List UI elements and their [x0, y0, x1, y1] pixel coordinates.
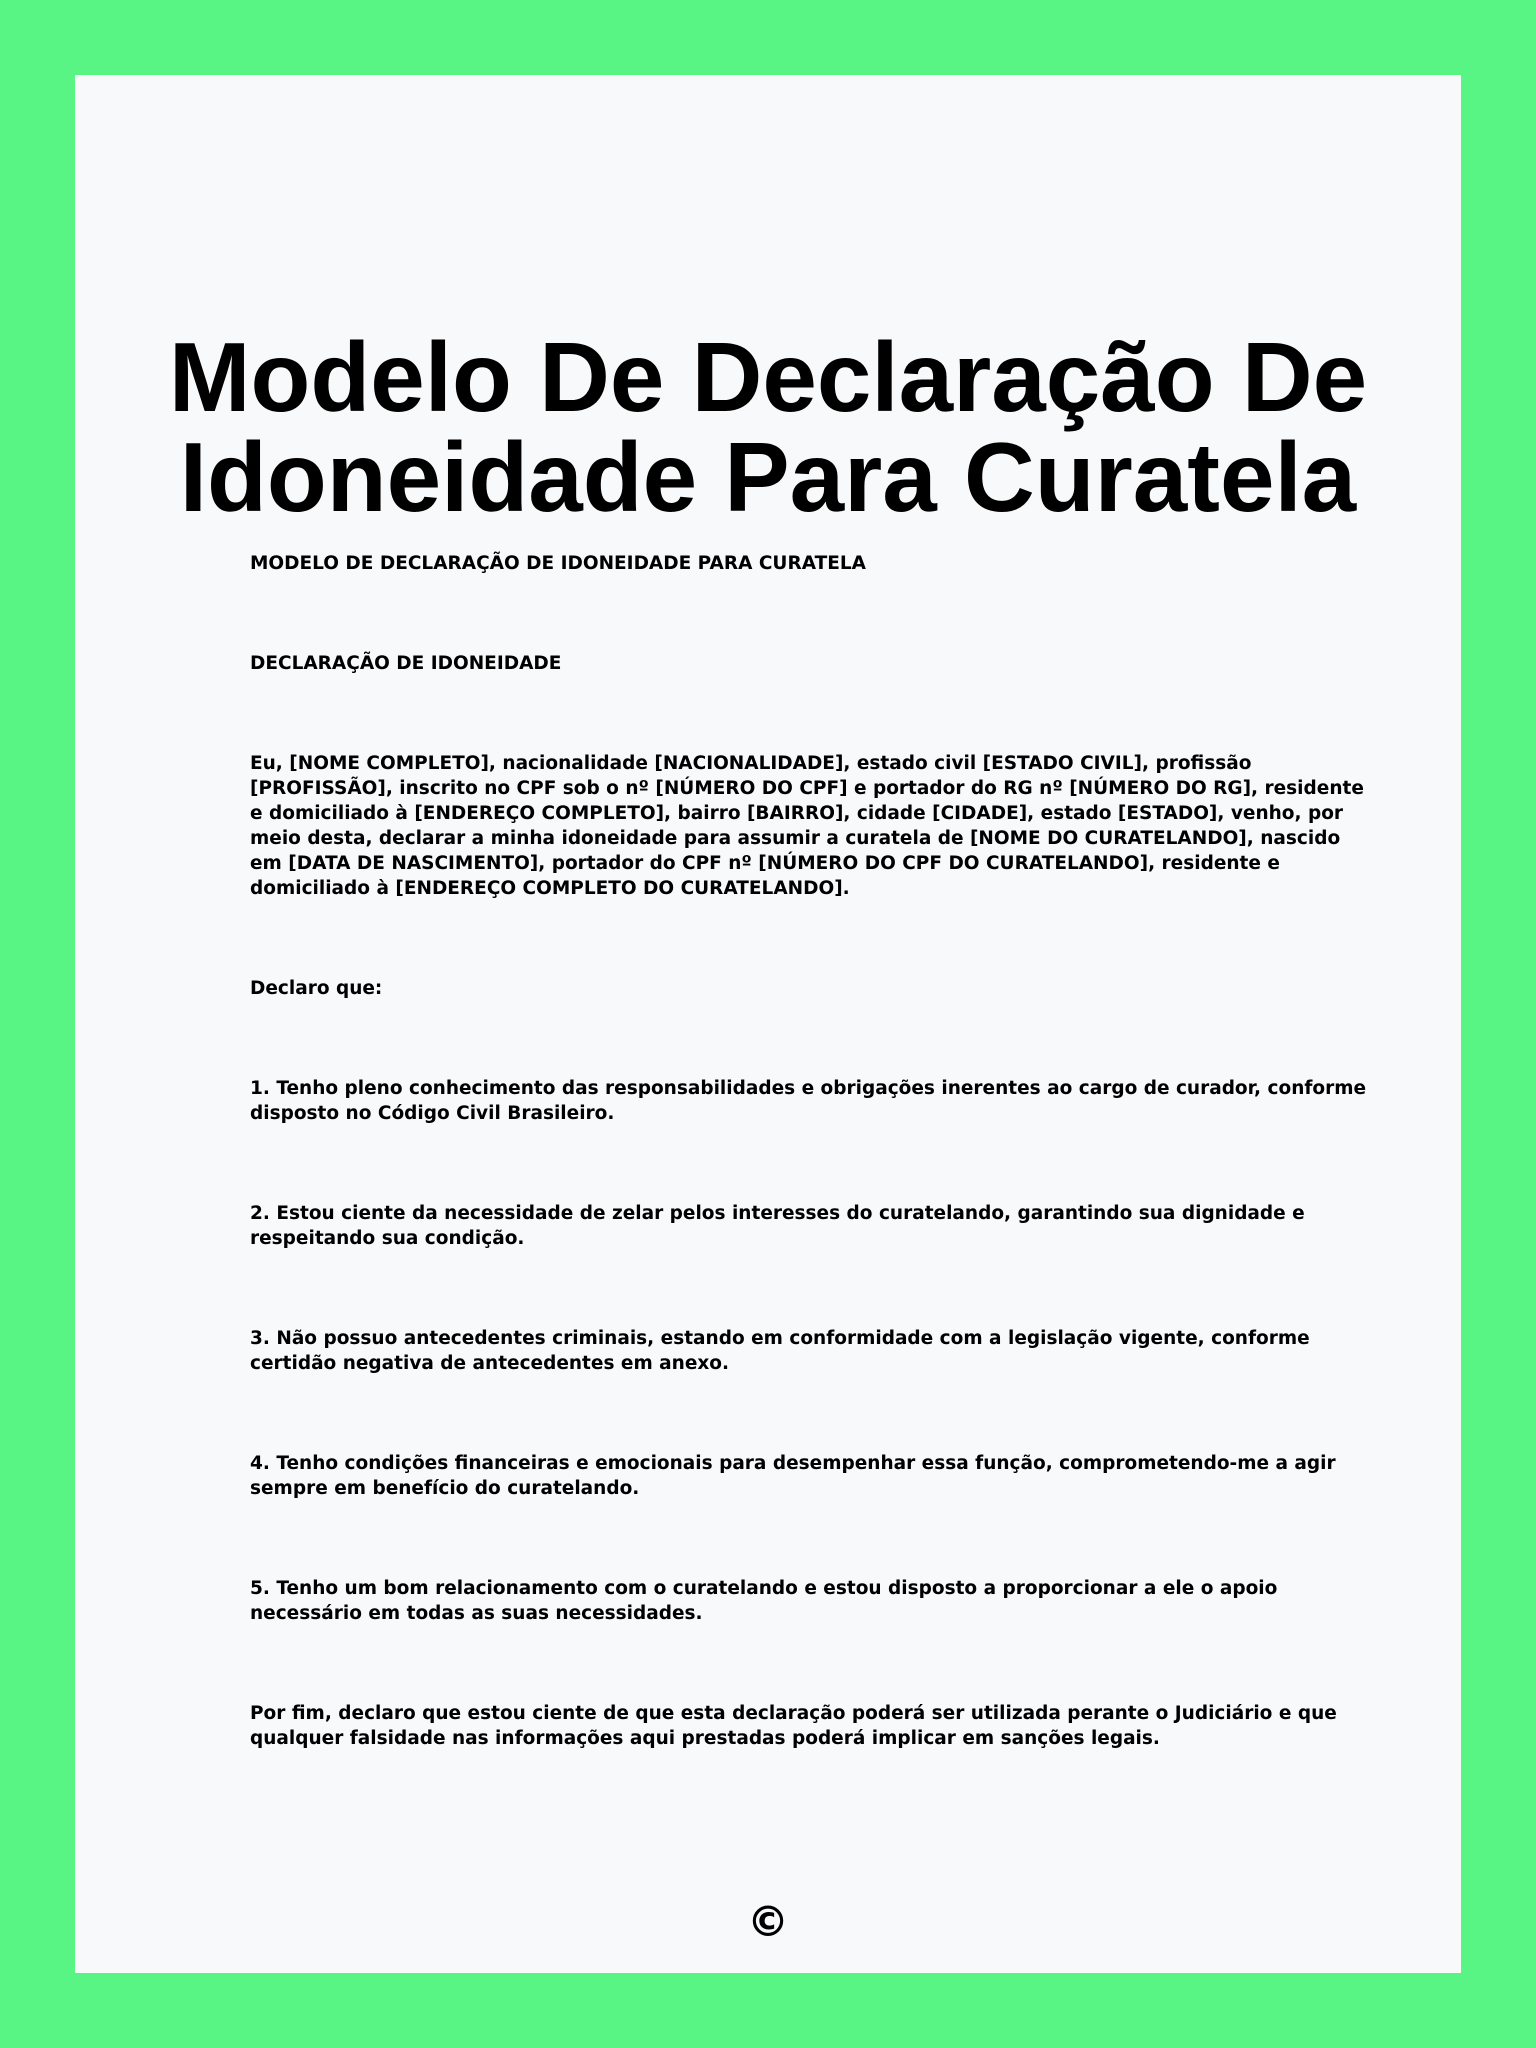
clause-5: 5. Tenho um bom relacionamento com o curatelando e estou disposto a proporcionar a ele o apoio necessário em todas as suas necessidades. [250, 1578, 1278, 1624]
page-title-line-1: Modelo De Declaração De [168, 322, 1368, 432]
clause-2: 2. Estou ciente da necessidade de zelar pelos interesses do curatelando, garantindo sua dignidade e respeitando sua condição. [250, 1203, 1305, 1249]
page-title [75, 322, 1461, 532]
page-title-line-2: Idoneidade Para Curatela [179, 422, 1357, 532]
declaro-que-paragraph: Declaro que: [250, 978, 383, 999]
copyright-symbol: © [747, 1897, 789, 1946]
clause-4: 4. Tenho condições financeiras e emocionais para desempenhar essa função, comprometendo-me a agir sempre em benefício do curatelando. [250, 1453, 1336, 1499]
declarant-paragraph: Eu, [NOME COMPLETO], nacionalidade [NACIONALIDADE], estado civil [ESTADO CIVIL], profissão [PROFISSÃO], inscrito no CPF sob o nº [NÚMERO DO CPF] e portador do RG nº [NÚMERO DO RG], residente e domiciliado à [ENDEREÇO COMPLETO], bairro [BAIRRO], cidade [CIDADE], estado [ESTADO], venho, por meio desta, declarar a minha idoneidade para assumir a curatela de [NOME DO CURATELANDO], nascido em [DATA DE NASCIMENTO], portador do CPF nº [NÚMERO DO CPF DO CURATELANDO], residente e domiciliado à [ENDEREÇO COMPLETO DO CURATELANDO]. [250, 753, 1364, 899]
document-body [250, 551, 1370, 1826]
document-page [75, 75, 1461, 1973]
declaration-heading: DECLARAÇÃO DE IDONEIDADE [250, 653, 562, 674]
closing-paragraph: Por fim, declaro que estou ciente de que esta declaração poderá ser utilizada perante o Judiciário e que qualquer falsidade nas informações aqui prestadas poderá implicar em sanções legais. [250, 1703, 1337, 1749]
clause-3: 3. Não possuo antecedentes criminais, estando em conformidade com a legislação vigente, conforme certidão negativa de antecedentes em anexo. [250, 1328, 1310, 1374]
clause-1: 1. Tenho pleno conhecimento das responsabilidades e obrigações inerentes ao cargo de curador, conforme disposto no Código Civil Brasileiro. [250, 1078, 1367, 1124]
document-heading: MODELO DE DECLARAÇÃO DE IDONEIDADE PARA CURATELA [250, 553, 866, 574]
